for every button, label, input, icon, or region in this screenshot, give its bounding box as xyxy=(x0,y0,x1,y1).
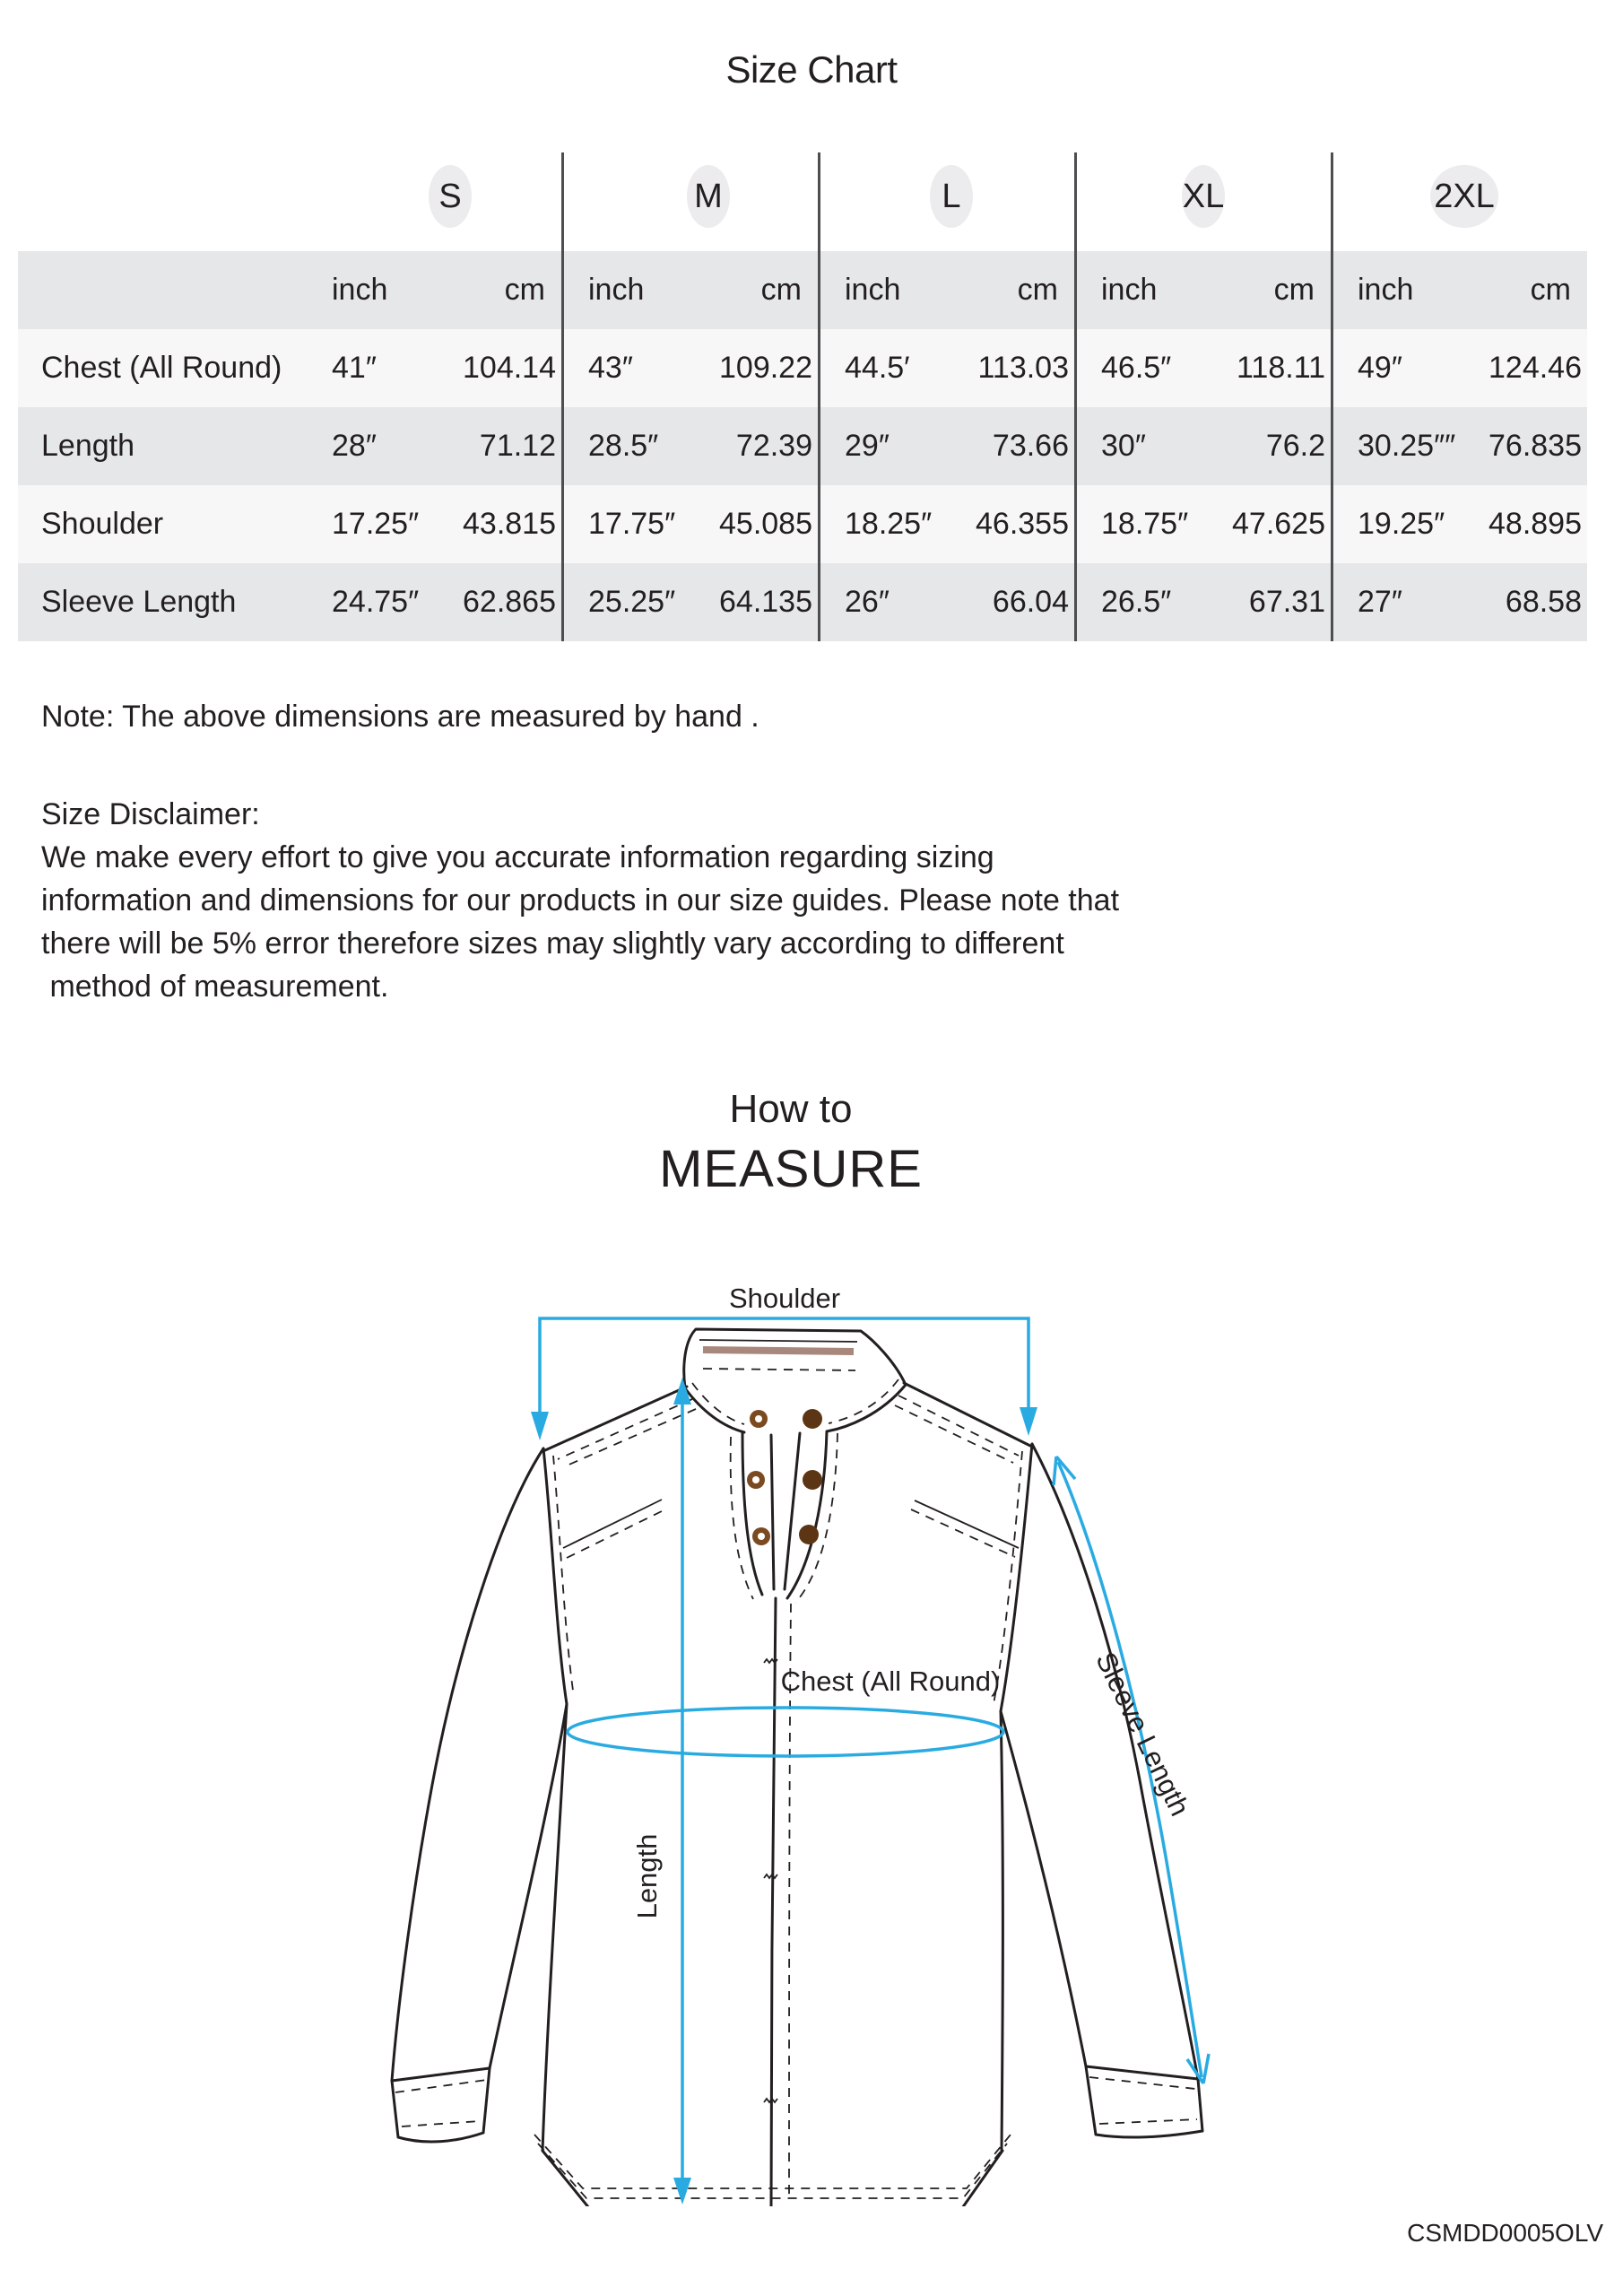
value-cell: 67.31 xyxy=(1248,585,1325,619)
value-cell: 49″ xyxy=(1358,351,1402,385)
collar-stripe xyxy=(703,1350,854,1352)
column-divider xyxy=(1331,152,1333,641)
unit-cm: cm xyxy=(1530,273,1571,307)
value-cell: 17.75″ xyxy=(588,507,676,541)
cuff-left xyxy=(392,2068,490,2142)
how-to-measure-heading xyxy=(0,1087,1582,1199)
value-cell: 26.5″ xyxy=(1101,585,1172,619)
value-cell: 64.135 xyxy=(719,585,812,619)
cuff-right-stitch-2 xyxy=(1099,2119,1197,2124)
value-cell: 28″ xyxy=(332,429,377,463)
placket-left-inner xyxy=(771,1435,774,1589)
disclaimer-line: We make every effort to give you accurate information regarding sizing xyxy=(41,840,994,874)
column-divider xyxy=(561,152,564,641)
value-cell: 47.625 xyxy=(1232,507,1325,541)
size-header-row xyxy=(18,144,1587,251)
value-cell: 76.2 xyxy=(1265,429,1325,463)
units-row xyxy=(18,251,1587,329)
value-cell: 26″ xyxy=(845,585,890,619)
chest-measure-ellipse xyxy=(568,1708,1003,1756)
shoulder-seam-left xyxy=(545,1387,687,1450)
row-label: Length xyxy=(41,429,135,463)
button-right-2 xyxy=(803,1470,822,1490)
disclaimer-line: method of measurement. xyxy=(41,970,389,1004)
size-label: M xyxy=(694,177,723,215)
shoulder-arrowhead-left xyxy=(531,1412,549,1440)
length-label: Length xyxy=(631,1833,663,1919)
unit-inch: inch xyxy=(1101,273,1158,307)
shoulder-arrowhead-right xyxy=(1020,1407,1037,1436)
value-cell: 46.5″ xyxy=(1101,351,1172,385)
size-disclaimer xyxy=(41,793,1119,1008)
unit-inch: inch xyxy=(845,273,901,307)
cuff-right xyxy=(1086,2066,1202,2137)
collar-inner-line xyxy=(699,1340,857,1342)
collar-stitch xyxy=(703,1369,855,1370)
disclaimer-line: there will be 5% error therefore sizes may slightly vary according to different xyxy=(41,926,1064,961)
table-row-shoulder xyxy=(18,485,1587,563)
side-seam-right xyxy=(1001,1711,1002,2151)
page-title: Size Chart xyxy=(725,48,898,91)
value-cell: 43″ xyxy=(588,351,633,385)
value-cell: 17.25″ xyxy=(332,507,420,541)
unit-cm: cm xyxy=(1273,273,1315,307)
button-left-2 xyxy=(747,1471,765,1489)
size-label: 2XL xyxy=(1434,177,1495,215)
chest-mark-right xyxy=(915,1500,1019,1548)
value-cell: 71.12 xyxy=(479,429,556,463)
collar-outline xyxy=(684,1329,906,1388)
value-cell: 18.75″ xyxy=(1101,507,1189,541)
center-front-line xyxy=(771,1598,776,2206)
table-row-sleeve xyxy=(18,563,1587,641)
placket-left-edge xyxy=(742,1433,762,1595)
value-cell: 27″ xyxy=(1358,585,1402,619)
value-cell: 45.085 xyxy=(719,507,812,541)
size-badge-m xyxy=(687,165,730,228)
value-cell: 24.75″ xyxy=(332,585,420,619)
value-cell: 19.25″ xyxy=(1358,507,1445,541)
cuff-left-stitch-1 xyxy=(395,2080,487,2092)
unit-cm: cm xyxy=(760,273,802,307)
armhole-stitch-left xyxy=(553,1456,574,1697)
sleeve-length-label: Sleeve Length xyxy=(1089,1647,1196,1822)
value-cell: 113.03 xyxy=(977,351,1069,385)
value-cell: 28.5″ xyxy=(588,429,659,463)
value-cell: 109.22 xyxy=(719,351,812,385)
value-cell: 25.25″ xyxy=(588,585,676,619)
buttonhole-mark xyxy=(764,1874,777,1878)
unit-cm: cm xyxy=(1017,273,1058,307)
chest-label: Chest (All Round) xyxy=(780,1665,1001,1697)
disclaimer-heading: Size Disclaimer: xyxy=(41,797,260,831)
table-row-length xyxy=(18,407,1587,485)
size-table xyxy=(18,144,1587,641)
product-code: CSMDD0005OLV xyxy=(1407,2219,1603,2247)
button-right-3 xyxy=(799,1525,819,1544)
shoulder-seam-right xyxy=(904,1383,1030,1446)
size-badge-l xyxy=(930,165,973,228)
value-cell: 104.14 xyxy=(463,351,556,385)
unit-inch: inch xyxy=(332,273,388,307)
note-text: Note: The above dimensions are measured by hand . xyxy=(41,700,759,734)
sleeve-arrowhead-top xyxy=(1054,1457,1075,1485)
shoulder-stitch-left-2 xyxy=(565,1409,696,1466)
unit-inch: inch xyxy=(1358,273,1414,307)
length-arrowhead-bottom xyxy=(673,2178,691,2205)
value-cell: 66.04 xyxy=(992,585,1069,619)
chest-mark-left-stitch xyxy=(567,1509,665,1558)
value-cell: 46.355 xyxy=(976,507,1069,541)
value-cell: 72.39 xyxy=(735,429,812,463)
buttonhole-mark xyxy=(764,2099,777,2102)
value-cell: 124.46 xyxy=(1488,351,1582,385)
value-cell: 41″ xyxy=(332,351,377,385)
how-to-line: How to xyxy=(729,1087,853,1131)
button-left-3 xyxy=(752,1527,770,1545)
value-cell: 30.25″″ xyxy=(1358,429,1456,463)
value-cell: 76.835 xyxy=(1488,429,1582,463)
value-cell: 48.895 xyxy=(1488,507,1582,541)
value-cell: 118.11 xyxy=(1237,351,1325,385)
value-cell: 29″ xyxy=(845,429,890,463)
value-cell: 43.815 xyxy=(463,507,556,541)
armhole-left xyxy=(543,1448,567,1704)
size-label: XL xyxy=(1182,177,1225,215)
shoulder-label: Shoulder xyxy=(728,1283,841,1314)
collar-bottom-stitch-left xyxy=(692,1383,744,1424)
shoulder-stitch-right-2 xyxy=(895,1405,1013,1463)
value-cell: 44.5′ xyxy=(845,351,910,385)
sleeve-right-inner xyxy=(1001,1711,1086,2066)
value-cell: 73.66 xyxy=(992,429,1069,463)
cuff-right-stitch-1 xyxy=(1089,2077,1195,2089)
shoulder-stitch-right-1 xyxy=(898,1396,1019,1456)
shoulder-stitch-left-1 xyxy=(558,1399,692,1459)
row-label: Chest (All Round) xyxy=(41,351,282,385)
size-label: S xyxy=(438,177,462,215)
button-right-1 xyxy=(803,1409,822,1429)
armhole-right xyxy=(1001,1444,1032,1711)
unit-cm: cm xyxy=(504,273,545,307)
size-badge-xl xyxy=(1182,165,1225,228)
measure-line: MEASURE xyxy=(659,1140,923,1198)
value-cell: 18.25″ xyxy=(845,507,933,541)
chest-mark-left xyxy=(563,1500,662,1548)
shirt-measurement-diagram xyxy=(323,1283,1273,2206)
disclaimer-line: information and dimensions for our products in our size guides. Please note that xyxy=(41,883,1120,918)
placket-right-inner xyxy=(785,1433,800,1589)
collar-bottom-right xyxy=(827,1385,906,1431)
row-label: Sleeve Length xyxy=(41,585,237,619)
button-left-1 xyxy=(750,1410,768,1428)
size-badge-2xl xyxy=(1430,165,1498,228)
chest-mark-right-stitch xyxy=(911,1509,1015,1557)
size-badge-s xyxy=(429,165,472,228)
unit-inch: inch xyxy=(588,273,645,307)
value-cell: 30″ xyxy=(1101,429,1146,463)
column-divider xyxy=(1074,152,1077,641)
value-cell: 62.865 xyxy=(463,585,556,619)
table-row-chest xyxy=(18,329,1587,407)
row-label: Shoulder xyxy=(41,507,164,541)
cuff-left-stitch-2 xyxy=(402,2121,480,2126)
sleeve-left-outer xyxy=(392,1448,543,2081)
value-cell: 68.58 xyxy=(1505,585,1582,619)
size-label: L xyxy=(942,177,961,215)
column-divider xyxy=(818,152,820,641)
